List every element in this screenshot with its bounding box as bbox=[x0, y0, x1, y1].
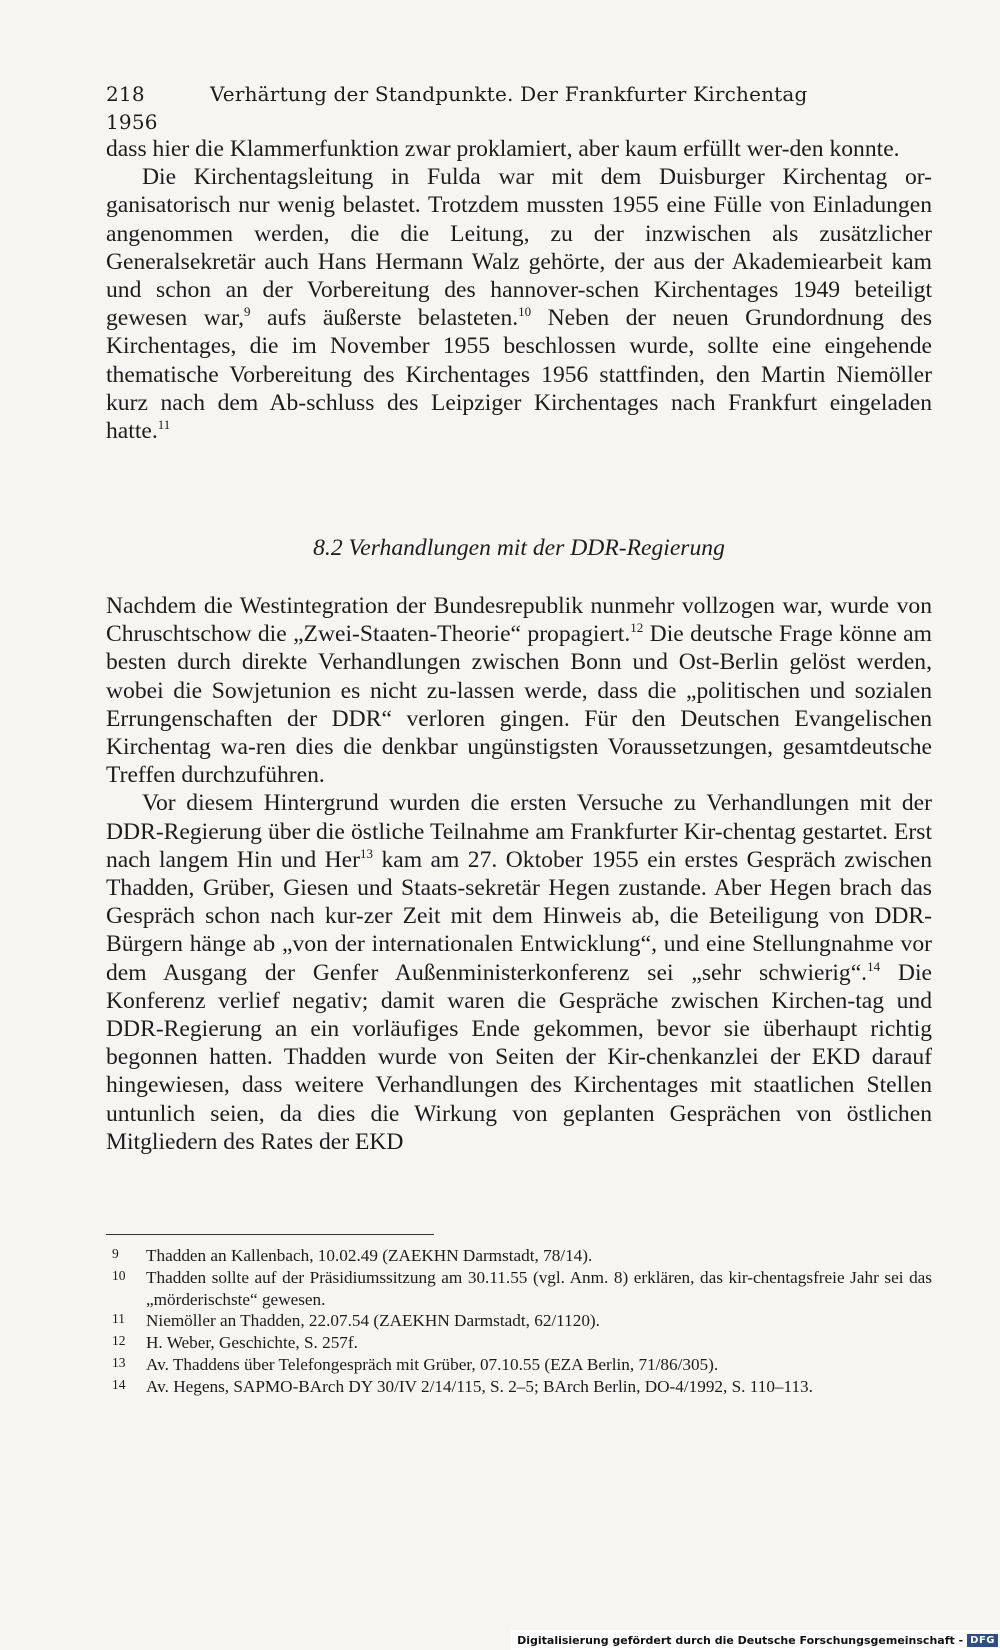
section-heading: 8.2 Verhandlungen mit der DDR-Regierung bbox=[313, 535, 725, 561]
digitization-notice-text: Digitalisierung gefördert durch die Deutsche Forschungsgemeinschaft - bbox=[517, 1633, 964, 1647]
paragraph-2-part-a: Die Kirchentagsleitung in Fulda war mit dem Duisburger Kirchentag or-ganisatorisch nur wenig belastet. Trotzdem mussten 1955 eine Fülle von Einladungen angenommen werden, die die Leitung, zu der inzwischen als zusätzlicher Generalsekretär auch Hans Hermann Walz gehörte, der aus der Akademiearbeit kam und schon an der Vorbereitung des hannover-schen Kirchentages 1949 beteiligt gewesen war, bbox=[106, 164, 932, 332]
footnote-ref-9[interactable]: 9 bbox=[244, 304, 251, 320]
footnote-14 bbox=[106, 1376, 932, 1398]
paragraph-2-part-b: aufs äußerste belasteten. bbox=[250, 305, 519, 332]
text-block-top bbox=[106, 135, 932, 445]
footnote-ref-10[interactable]: 10 bbox=[518, 304, 532, 320]
text-block-main bbox=[106, 592, 932, 1156]
digitization-notice bbox=[511, 1630, 1000, 1650]
footnote-ref-13[interactable]: 13 bbox=[359, 845, 373, 861]
paragraph-4 bbox=[106, 789, 932, 1156]
footnote-text: Thadden sollte auf der Präsidiumssitzung am 30.11.55 (vgl. Anm. 8) erklären, das kir-chentagsfreie Jahr sei das „mörderischste“ gewesen. bbox=[146, 1267, 932, 1309]
footnote-13 bbox=[106, 1354, 932, 1376]
running-title: Verhärtung der Standpunkte. Der Frankfurter Kirchentag 1956 bbox=[106, 82, 808, 134]
footnote-11 bbox=[106, 1310, 932, 1332]
footnotes bbox=[106, 1245, 932, 1398]
footnote-number: 12 bbox=[112, 1333, 126, 1349]
footnote-divider bbox=[106, 1234, 434, 1235]
footnote-text: Thadden an Kallenbach, 10.02.49 (ZAEKHN Darmstadt, 78/14). bbox=[146, 1246, 593, 1265]
paragraph-2 bbox=[106, 163, 932, 445]
footnote-ref-11[interactable]: 11 bbox=[157, 417, 171, 433]
footnote-9 bbox=[106, 1245, 932, 1267]
footnote-text: Av. Thaddens über Telefongespräch mit Grüber, 07.10.55 (EZA Berlin, 71/86/305). bbox=[146, 1354, 719, 1374]
paragraph-3-part-b: Die deutsche Frage könne am besten durch direkte Verhandlungen zwischen Bonn und Ost-Berlin gelöst werden, wobei die Sowjetunion es nicht zu-lassen werde, dass die „politischen und sozialen Errungenschaften der DDR“ verloren gingen. Für den Deutschen Evangelischen Kirchentag wa-ren dies die denkbar ungünstigsten Voraussetzungen, gesamtdeutsche Treffen durchzuführen. bbox=[106, 621, 933, 789]
footnote-text: Av. Hegens, SAPMO-BArch DY 30/IV 2/14/115, S. 2–5; BArch Berlin, DO-4/1992, S. 110–113. bbox=[146, 1376, 813, 1396]
paragraph-3 bbox=[106, 592, 932, 789]
footnote-number: 11 bbox=[112, 1311, 125, 1327]
footnote-number: 9 bbox=[112, 1246, 119, 1261]
footnote-10 bbox=[106, 1267, 932, 1311]
footnote-12 bbox=[106, 1332, 932, 1354]
paragraph-2-part-c: Neben der neuen Grundordnung des Kirchentages, die im November 1955 beschlossen wurde, sollte eine eingehende thematische Vorbereitung des Kirchentages 1956 stattfinden, den Martin Niemöller kurz nach dem Ab-schluss des Leipziger Kirchentages nach Frankfurt eingeladen hatte. bbox=[106, 305, 933, 445]
footnote-number: 14 bbox=[112, 1376, 126, 1392]
dfg-logo: DFG bbox=[967, 1634, 998, 1647]
footnote-text: H. Weber, Geschichte, S. 257f. bbox=[146, 1333, 358, 1353]
footnote-number: 10 bbox=[112, 1267, 126, 1283]
footnote-ref-14[interactable]: 14 bbox=[867, 958, 881, 974]
paragraph-1: dass hier die Klammerfunktion zwar proklamiert, aber kaum erfüllt wer-den konnte. bbox=[106, 136, 900, 162]
paragraph-4-part-a: Vor diesem Hintergrund wurden die ersten Versuche zu Verhandlungen mit der DDR-Regierung über die östliche Teilnahme am Frankfurter Kir-chentag gestartet. Erst nach langem Hin und Her bbox=[106, 790, 932, 873]
running-header bbox=[106, 80, 826, 136]
footnote-ref-12[interactable]: 12 bbox=[630, 620, 644, 636]
paragraph-4-part-c: Die Konferenz verlief negativ; damit waren die Gespräche zwischen Kirchen-tag und DDR-Regierung an ein vorläufiges Ende gekommen, bevor sie überhaupt richtig begonnen hatten. Thadden wurde von Seiten der Kir-chenkanzlei der EKD darauf hingewiesen, dass weitere Verhandlungen des Kirchentages mit staatlichen Stellen untunlich seien, da dies die Wirkung von geplanten Gesprächen von östlichen Mitgliedern des Rates der EKD bbox=[106, 959, 932, 1155]
footnote-number: 13 bbox=[112, 1354, 126, 1370]
page-number: 218 bbox=[106, 82, 145, 106]
footnote-text: Niemöller an Thadden, 22.07.54 (ZAEKHN Darmstadt, 62/1120). bbox=[146, 1311, 600, 1331]
paragraph-4-part-b: kam am 27. Oktober 1955 ein erstes Gespräch zwischen Thadden, Grüber, Giesen und Staats-sekretär Hegen zustande. Aber Hegen brach das Gespräch schon nach kur-zer Zeit mit dem Hinweis ab, die Beteiligung von DDR-Bürgern hänge ab „von der internationalen Entwicklung“, und eine Stellungnahme vor dem Ausgang der Genfer Außenministerkonferenz sei „sehr schwierig“. bbox=[106, 846, 932, 986]
paragraph-3-part-a: Nachdem die Westintegration der Bundesrepublik nunmehr vollzogen war, wurde von Chruschtschow die „Zwei-Staaten-Theorie“ propagiert. bbox=[106, 593, 932, 648]
